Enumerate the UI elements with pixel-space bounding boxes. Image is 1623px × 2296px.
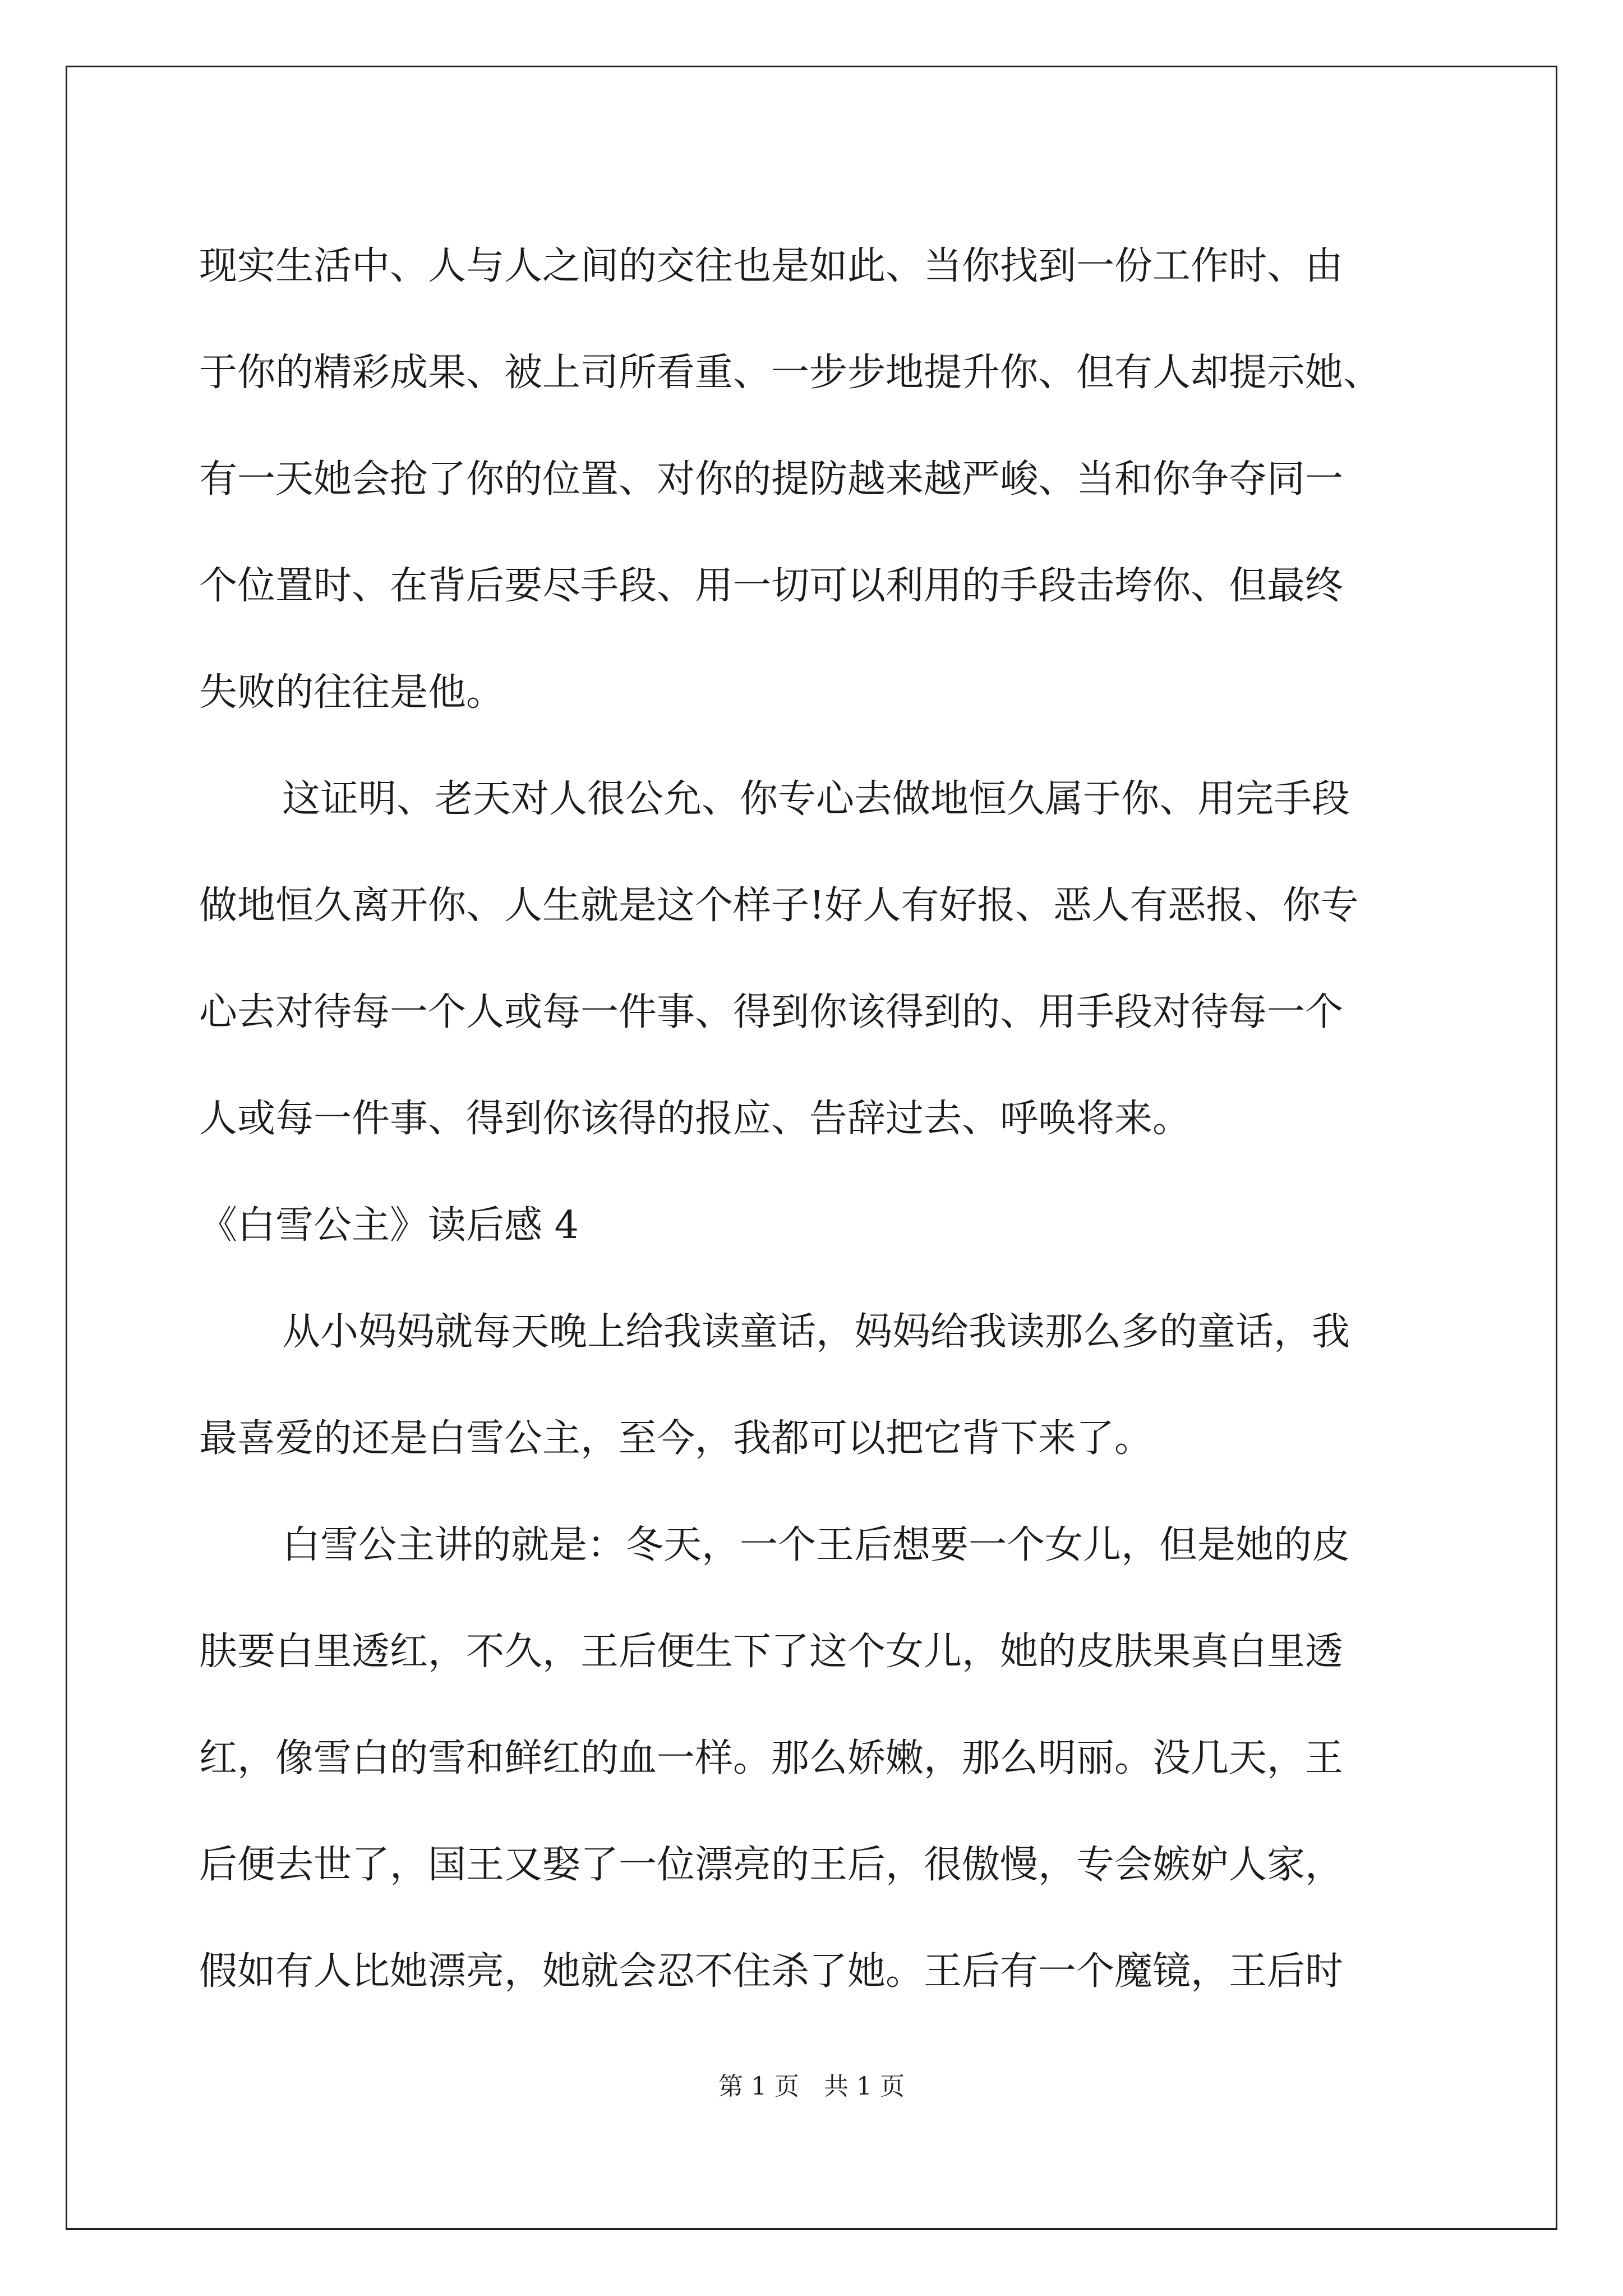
section-heading bbox=[199, 1172, 1433, 1279]
paragraph-4 bbox=[199, 1492, 1433, 2025]
text-line: 肤要白里透红，不久，王后便生下了这个女儿，她的皮肤果真白里透 bbox=[199, 1630, 1344, 1674]
paragraph-2 bbox=[199, 746, 1433, 1172]
text-line: 于你的精彩成果、被上司所看重、一步步地提升你、但有人却提示她、 bbox=[199, 351, 1382, 395]
page-footer: 第 1 页 共 1 页 bbox=[718, 2072, 905, 2101]
text-line: 白雪公主讲的就是：冬天，一个王后想要一个女儿，但是她的皮 bbox=[282, 1523, 1350, 1567]
paragraph-1 bbox=[199, 213, 1433, 746]
paragraph-3 bbox=[199, 1279, 1433, 1492]
text-line: 个位置时、在背后要尽手段、用一切可以利用的手段击垮你、但最终 bbox=[199, 564, 1344, 608]
text-line: 这证明、老天对人很公允、你专心去做地恒久属于你、用完手段 bbox=[282, 777, 1350, 821]
heading-text: 《白雪公主》读后感 4 bbox=[199, 1203, 579, 1248]
text-line: 从小妈妈就每天晚上给我读童话，妈妈给我读那么多的童话，我 bbox=[282, 1310, 1350, 1354]
text-line: 有一天她会抢了你的位置、对你的提防越来越严峻、当和你争夺同一 bbox=[199, 457, 1344, 501]
text-line: 现实生活中、人与人之间的交往也是如此、当你找到一份工作时、由 bbox=[199, 244, 1344, 288]
text-line: 红，像雪白的雪和鲜红的血一样。那么娇嫩，那么明丽。没几天，王 bbox=[199, 1736, 1344, 1780]
text-line: 后便去世了，国王又娶了一位漂亮的王后，很傲慢，专会嫉妒人家， bbox=[199, 1843, 1344, 1887]
text-line: 心去对待每一个人或每一件事、得到你该得到的、用手段对待每一个 bbox=[199, 990, 1344, 1034]
text-line: 做地恒久离开你、人生就是这个样子!好人有好报、恶人有恶报、你专 bbox=[199, 884, 1359, 928]
text-line: 人或每一件事、得到你该得的报应、告辞过去、呼唤将来。 bbox=[199, 1097, 1191, 1141]
text-line: 失败的往往是他。 bbox=[199, 670, 505, 715]
text-line: 假如有人比她漂亮，她就会忍不住杀了她。王后有一个魔镜，王后时 bbox=[199, 1949, 1344, 1994]
text-line: 最喜爱的还是白雪公主，至今，我都可以把它背下来了。 bbox=[199, 1416, 1153, 1461]
document-body bbox=[199, 213, 1433, 2025]
